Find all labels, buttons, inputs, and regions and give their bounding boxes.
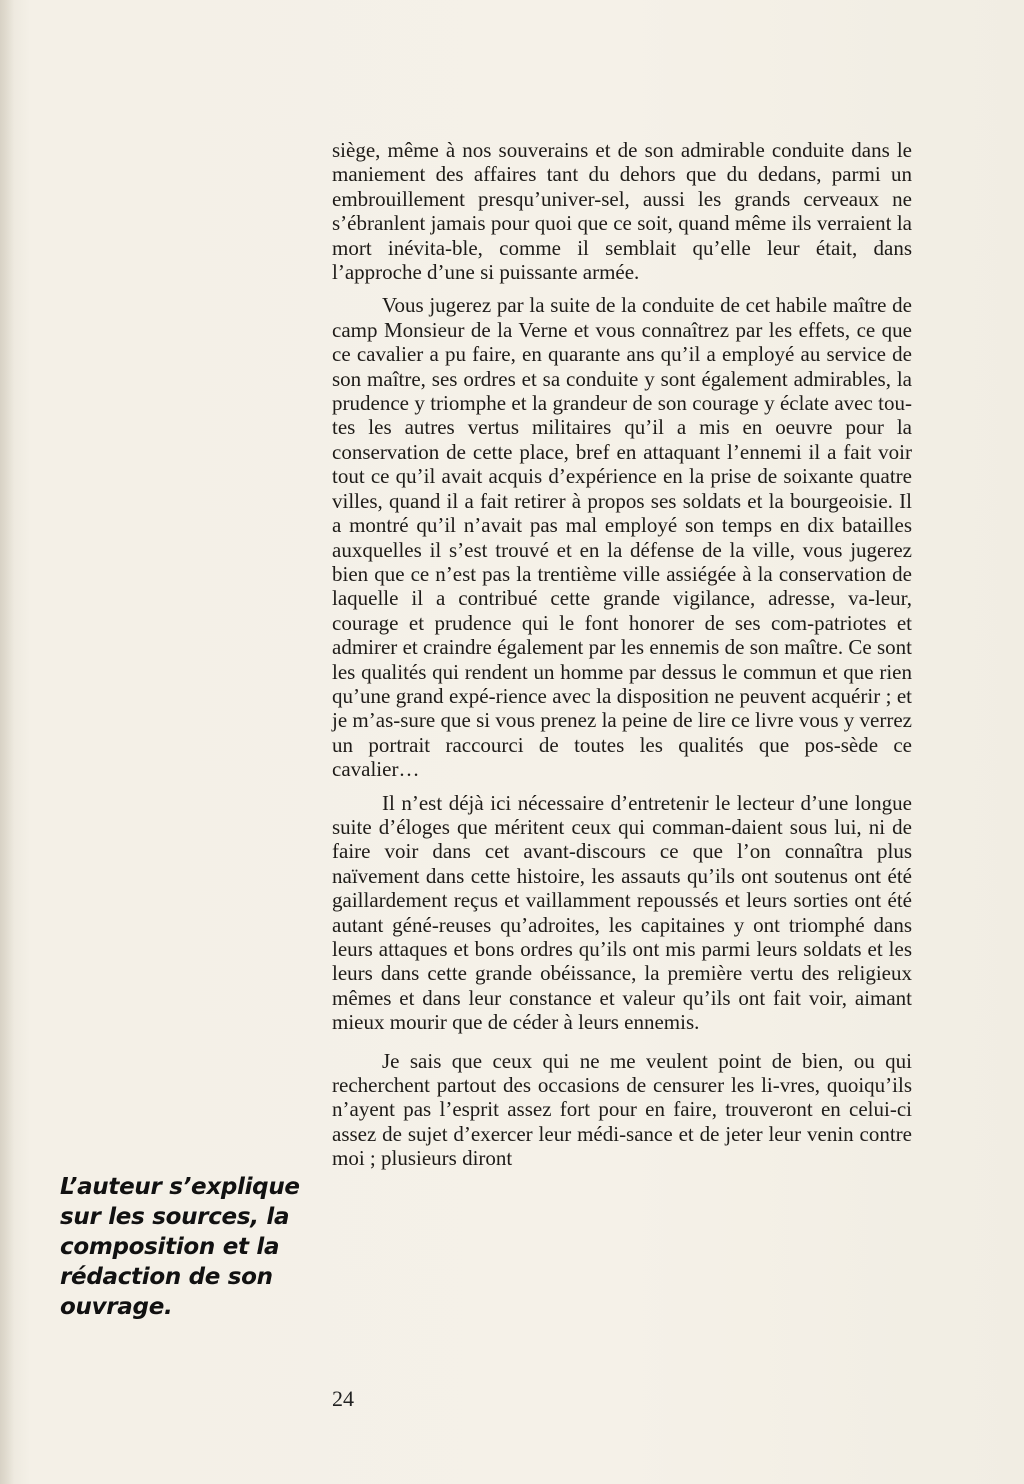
- paragraph-3: Il n’est déjà ici nécessaire d’entretenir le lecteur d’une longue suite d’éloges que méritent ceux qui comman-daient sous lui, ni de faire voir dans cet avant-discours ce que l’on connaîtra plus naïvement dans cette histoire, les assauts qu’ils ont soutenus ont été gaillardement reçus et vaillamment repoussés et leurs sorties ont été autant géné-reuses qu’adroites, les capitaines y ont triomphé dans leurs attaques et bons ordres qu’ils ont mis parmi leurs soldats et les leurs dans cette grande obéissance, la première vertu des religieux mêmes et dans leur constance et valeur qu’ils ont fait voir, aimant mieux mourir que de céder à leurs ennemis.: [332, 790, 912, 1035]
- page-number-row: [0, 1386, 1024, 1412]
- paragraph-4: Je sais que ceux qui ne me veulent point de bien, ou qui recherchent partout des occasions de censurer les li-vres, quoiqu’ils n’ayent pas l’esprit assez fort pour en faire, trouveront en celui-ci assez de sujet d’exercer leur médi-sance et de jeter leur venin contre moi ; plusieurs diront: [332, 1048, 912, 1171]
- page-binding-edge: [0, 0, 14, 1484]
- paragraph-2: Vous jugerez par la suite de la conduite de cet habile maître de camp Monsieur de la Verne et vous connaîtrez par les effets, ce que ce cavalier a pu faire, en quarante ans qu’il a employé au service de son maître, ses ordres et sa conduite y sont également admirables, la prudence y triomphe et la grandeur de son courage y éclate avec tou-tes les autres vertus militaires qu’il a mis en oeuvre pour la conservation de cette place, bref en attaquant l’ennemi il a fait voir tout ce qu’il avait acquis d’expérience en la prise de soixante quatre villes, quand il a fait retirer à propos ses soldats et la bourgeoisie. Il a montré qu’il n’avait pas mal employé son temps en dix batailles auxquelles il s’est trouvé et en la défense de la ville, vous jugerez bien que ce n’est pas la trentième ville assiégée à la conservation de laquelle il a contribué cette grande vigilance, adresse, va-leur, courage et prudence qui le font honorer de ses com-patriotes et admirer et craindre également par les ennemis de son maître. Ce sont les qualités qui rendent un homme par dessus le commun et que rien qu’une grand expé-rience avec la disposition ne peuvent acquérir ; et je m’as-sure que si vous prenez la peine de lire ce livre vous y verrez un portrait raccourci de toutes les qualités que pos-sède ce cavalier…: [332, 293, 912, 782]
- main-text-column: [332, 138, 912, 1180]
- paragraph-1: siège, même à nos souverains et de son admirable conduite dans le maniement des affaires tant du dehors que du dedans, parmi un embrouillement presqu’univer-sel, aussi les grands cerveaux ne s’ébranlent jamais pour quoi que ce soit, quand même ils verraient la mort inévita-ble, comme il semblait qu’elle leur était, dans l’approche d’une si puissante armée.: [332, 138, 912, 285]
- page-number: 24: [332, 1386, 354, 1411]
- margin-note: L’auteur s’explique sur les sources, la composition et la rédaction de son ouvrage.: [60, 1174, 300, 1320]
